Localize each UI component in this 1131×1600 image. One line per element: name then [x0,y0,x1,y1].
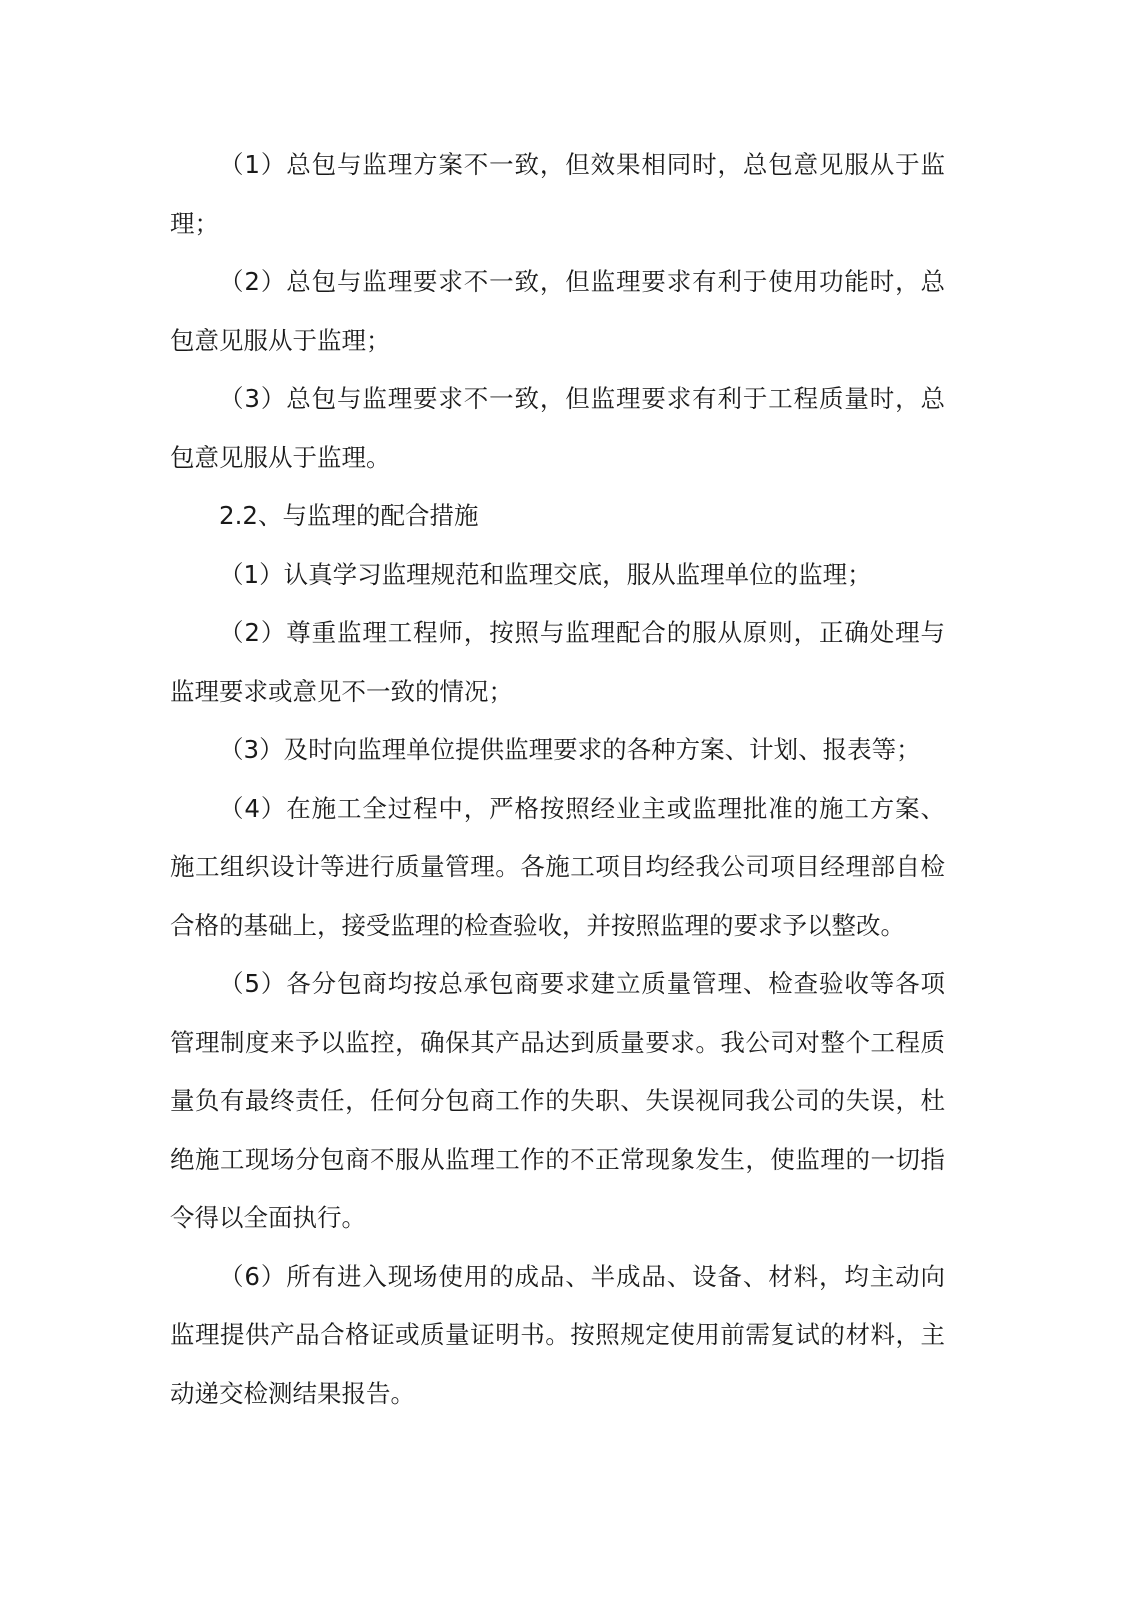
paragraph-4: （1）认真学习监理规范和监理交底，服从监理单位的监理； [219,559,872,589]
paragraph-7: （4）在施工全过程中，严格按照经业主或监理批准的施工方案、施工组织设计等进行质量管理。各施工项目均经我公司项目经理部自检合格的基础上，接受监理的检查验收，并按照监理的要求予以整改。 [170,793,945,940]
paragraph-8: （5）各分包商均按总承包商要求建立质量管理、检查验收等各项管理制度来予以监控，确保其产品达到质量要求。我公司对整个工程质量负有最终责任，任何分包商工作的失职、失误视同我公司的失误，杜绝施工现场分包商不服从监理工作的不正常现象发生，使监理的一切指令得以全面执行。 [170,969,945,1232]
document-body [170,136,945,1423]
section-heading: 2.2、与监理的配合措施 [219,501,479,530]
paragraph-1: （1）总包与监理方案不一致，但效果相同时，总包意见服从于监理； [170,150,945,238]
paragraph-3: （3）总包与监理要求不一致，但监理要求有利于工程质量时，总包意见服从于监理。 [170,384,945,472]
paragraph-5: （2）尊重监理工程师，按照与监理配合的服从原则，正确处理与监理要求或意见不一致的情况； [170,618,945,706]
paragraph-9: （6）所有进入现场使用的成品、半成品、设备、材料，均主动向监理提供产品合格证或质量证明书。按照规定使用前需复试的材料，主动递交检测结果报告。 [170,1261,945,1408]
paragraph-2: （2）总包与监理要求不一致，但监理要求有利于使用功能时，总包意见服从于监理； [170,267,945,355]
paragraph-6: （3）及时向监理单位提供监理要求的各种方案、计划、报表等； [219,735,921,764]
